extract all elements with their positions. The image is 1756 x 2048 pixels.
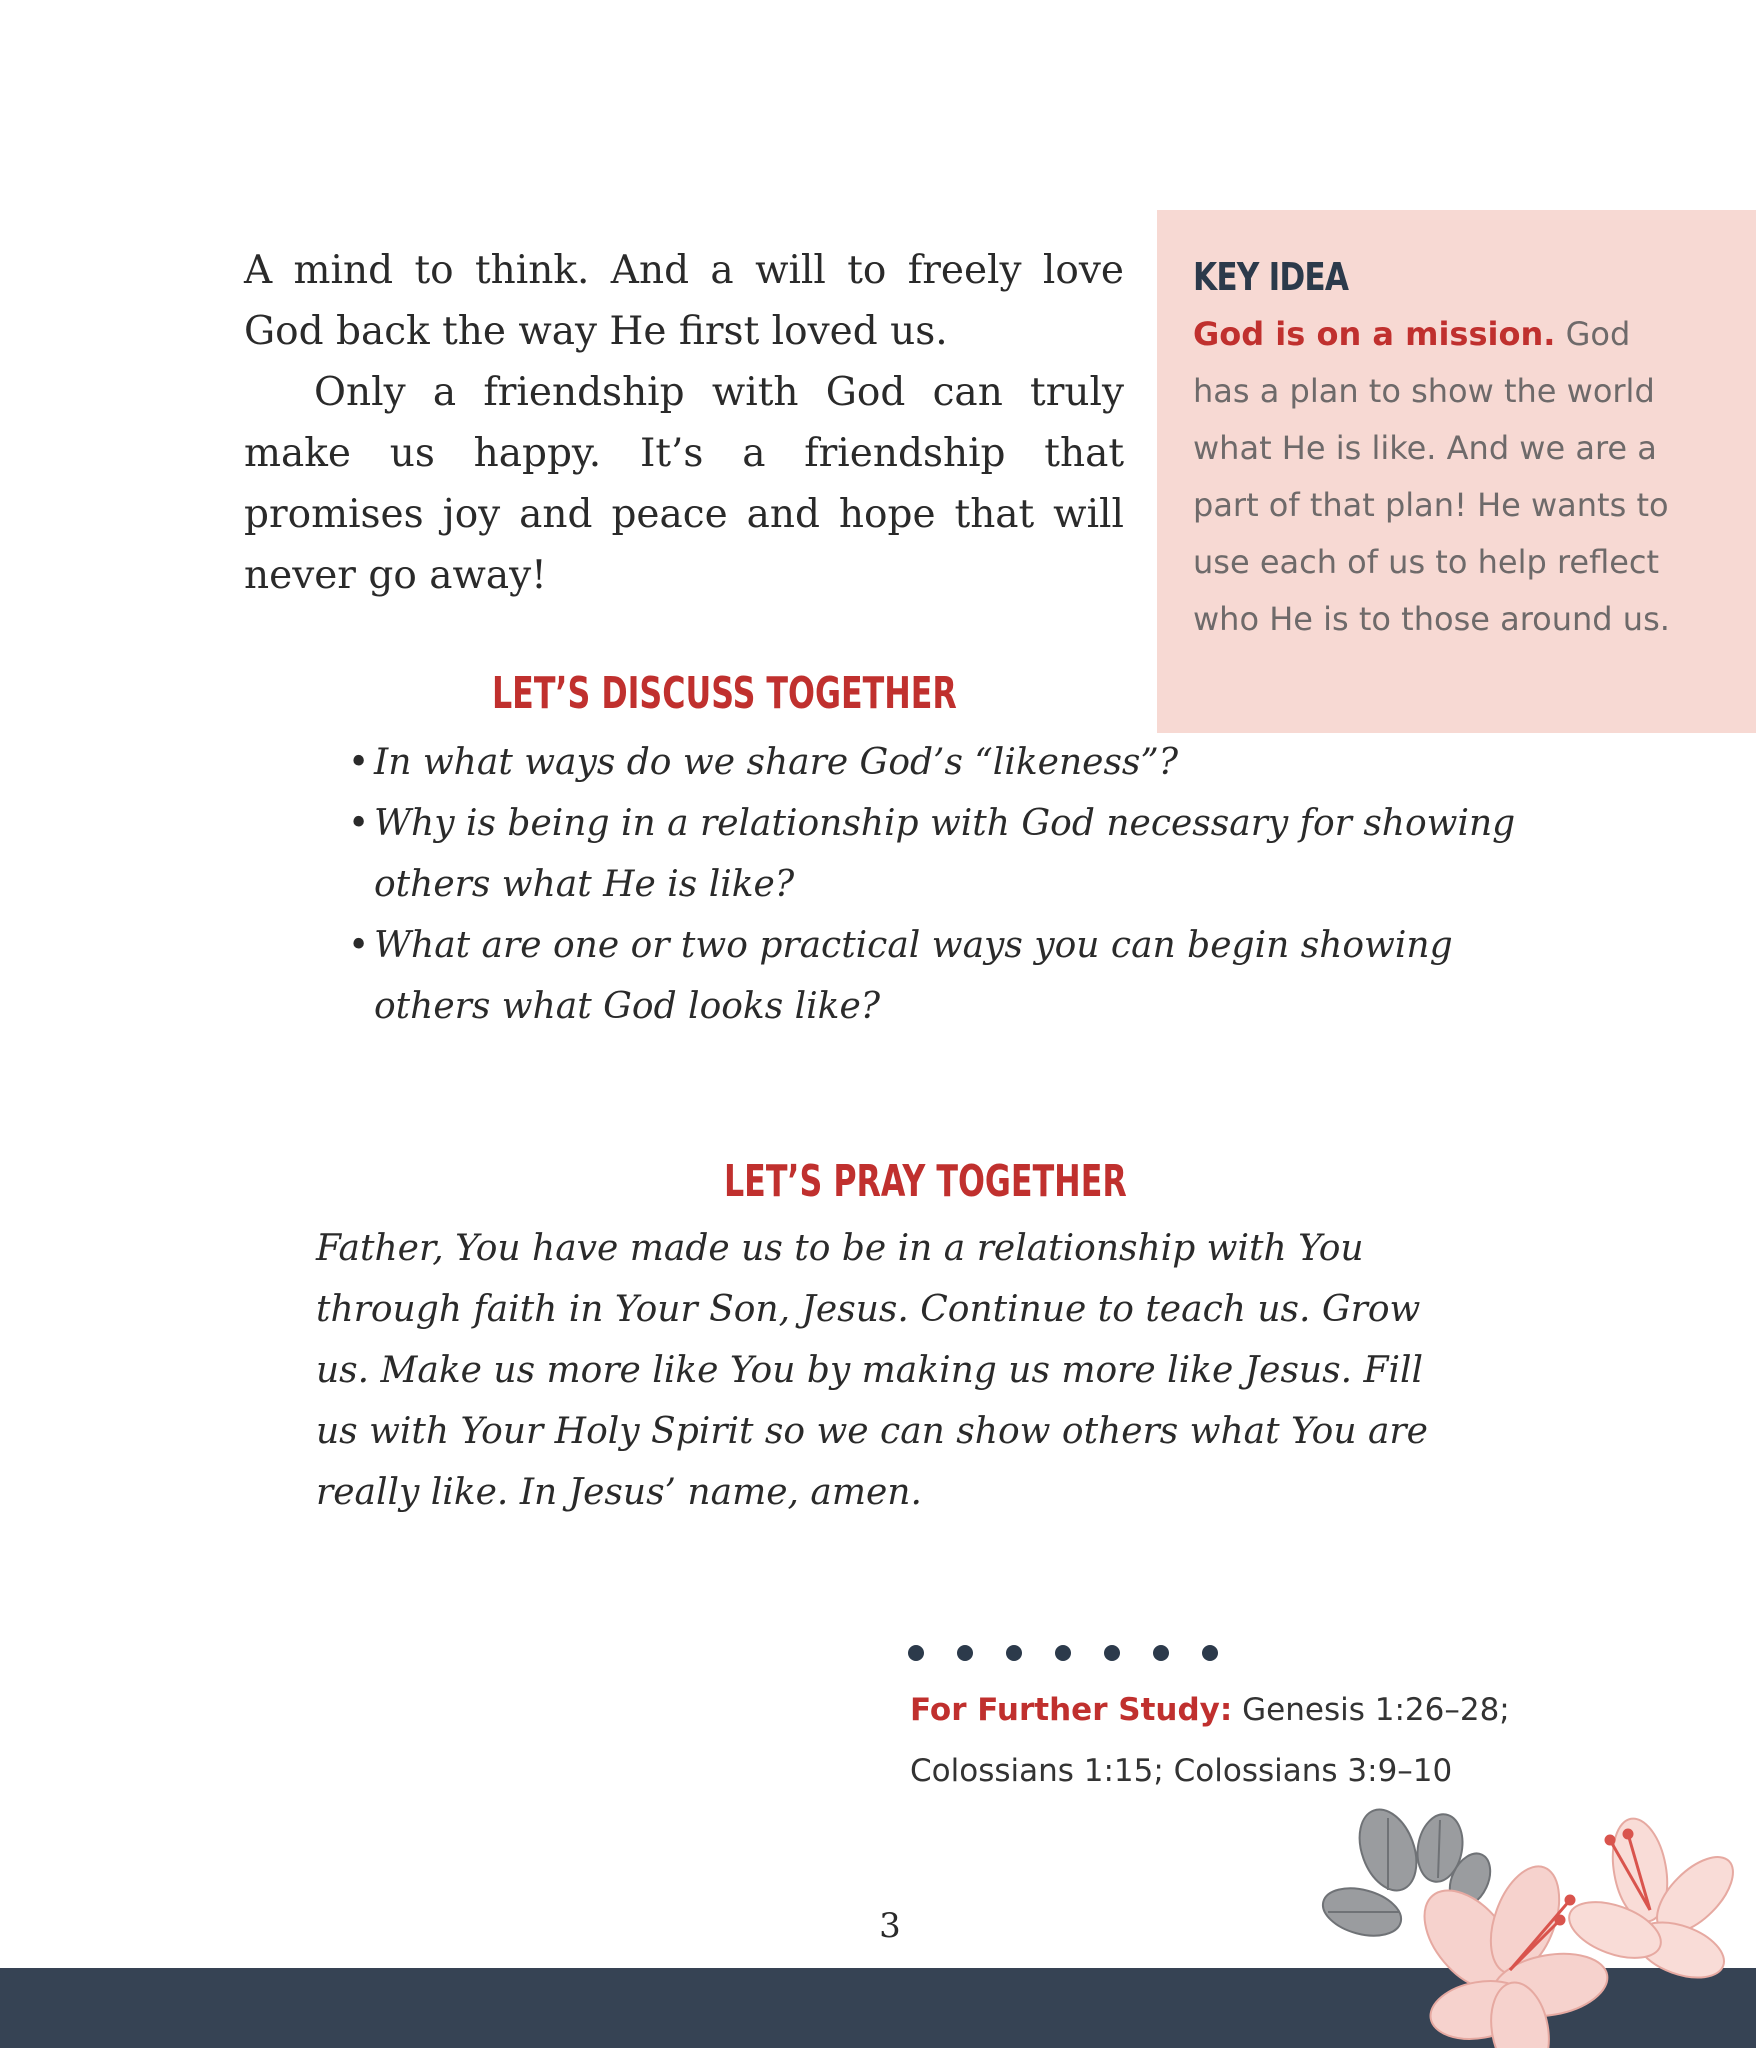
key-idea-title: KEY IDEA — [1193, 255, 1349, 299]
discuss-heading: LET’S DISCUSS TOGETHER — [492, 668, 957, 719]
divider-dot — [1153, 1645, 1169, 1661]
discuss-list — [348, 732, 1528, 1037]
discuss-item — [348, 732, 1528, 793]
page-number: 3 — [879, 1906, 901, 1946]
divider-dot — [957, 1645, 973, 1661]
further-study-label: For Further Study: — [910, 1692, 1233, 1728]
body-paragraph-1: A mind to think. And a will to freely love God back the way He first loved us. — [244, 248, 1124, 354]
discuss-item-text: What are one or two practical ways you can begin showing others what God looks like? — [374, 925, 1453, 1027]
divider-dot — [1006, 1645, 1022, 1661]
body-paragraph-2: Only a friendship with God can truly make us happy. It’s a friendship that promises joy and peace and hope that will never go away! — [244, 370, 1124, 598]
further-study-refs: Genesis 1:26–28; Colossians 1:15; Colossians 3:9–10 — [910, 1692, 1510, 1789]
further-study — [910, 1680, 1530, 1802]
dot-divider — [908, 1645, 1218, 1661]
key-idea-lead: God is on a mission. — [1193, 315, 1556, 353]
bullet-icon: • — [348, 742, 370, 783]
divider-dot — [1055, 1645, 1071, 1661]
discuss-item — [348, 793, 1528, 915]
key-idea-box — [1157, 210, 1756, 733]
bullet-icon: • — [348, 803, 370, 844]
pink-flower — [1407, 1857, 1613, 2048]
discuss-item — [348, 915, 1528, 1037]
pray-heading: LET’S PRAY TOGETHER — [724, 1156, 1127, 1207]
discuss-item-text: Why is being in a relationship with God necessary for showing others what He is like? — [374, 803, 1516, 905]
divider-dot — [1202, 1645, 1218, 1661]
divider-dot — [1104, 1645, 1120, 1661]
body-text — [244, 240, 1124, 606]
key-idea-body: God has a plan to show the world what He is like. And we are a part of that plan! He wants to use each of us to help reflect who He is to those around us. — [1193, 315, 1670, 638]
prayer-text: Father, You have made us to be in a relationship with You through faith in Your Son, Jesus. Continue to teach us. Grow us. Make us more like You by making us more like Jesus. Fill us with Your Holy Spirit so we can show others what You are really like. In Jesus’ name, amen. — [316, 1228, 1428, 1513]
bullet-icon: • — [348, 925, 370, 966]
divider-dot — [908, 1645, 924, 1661]
discuss-item-text: In what ways do we share God’s “likeness”? — [374, 742, 1179, 783]
key-idea-text — [1193, 306, 1696, 648]
flower-illustration — [1310, 1800, 1756, 2048]
